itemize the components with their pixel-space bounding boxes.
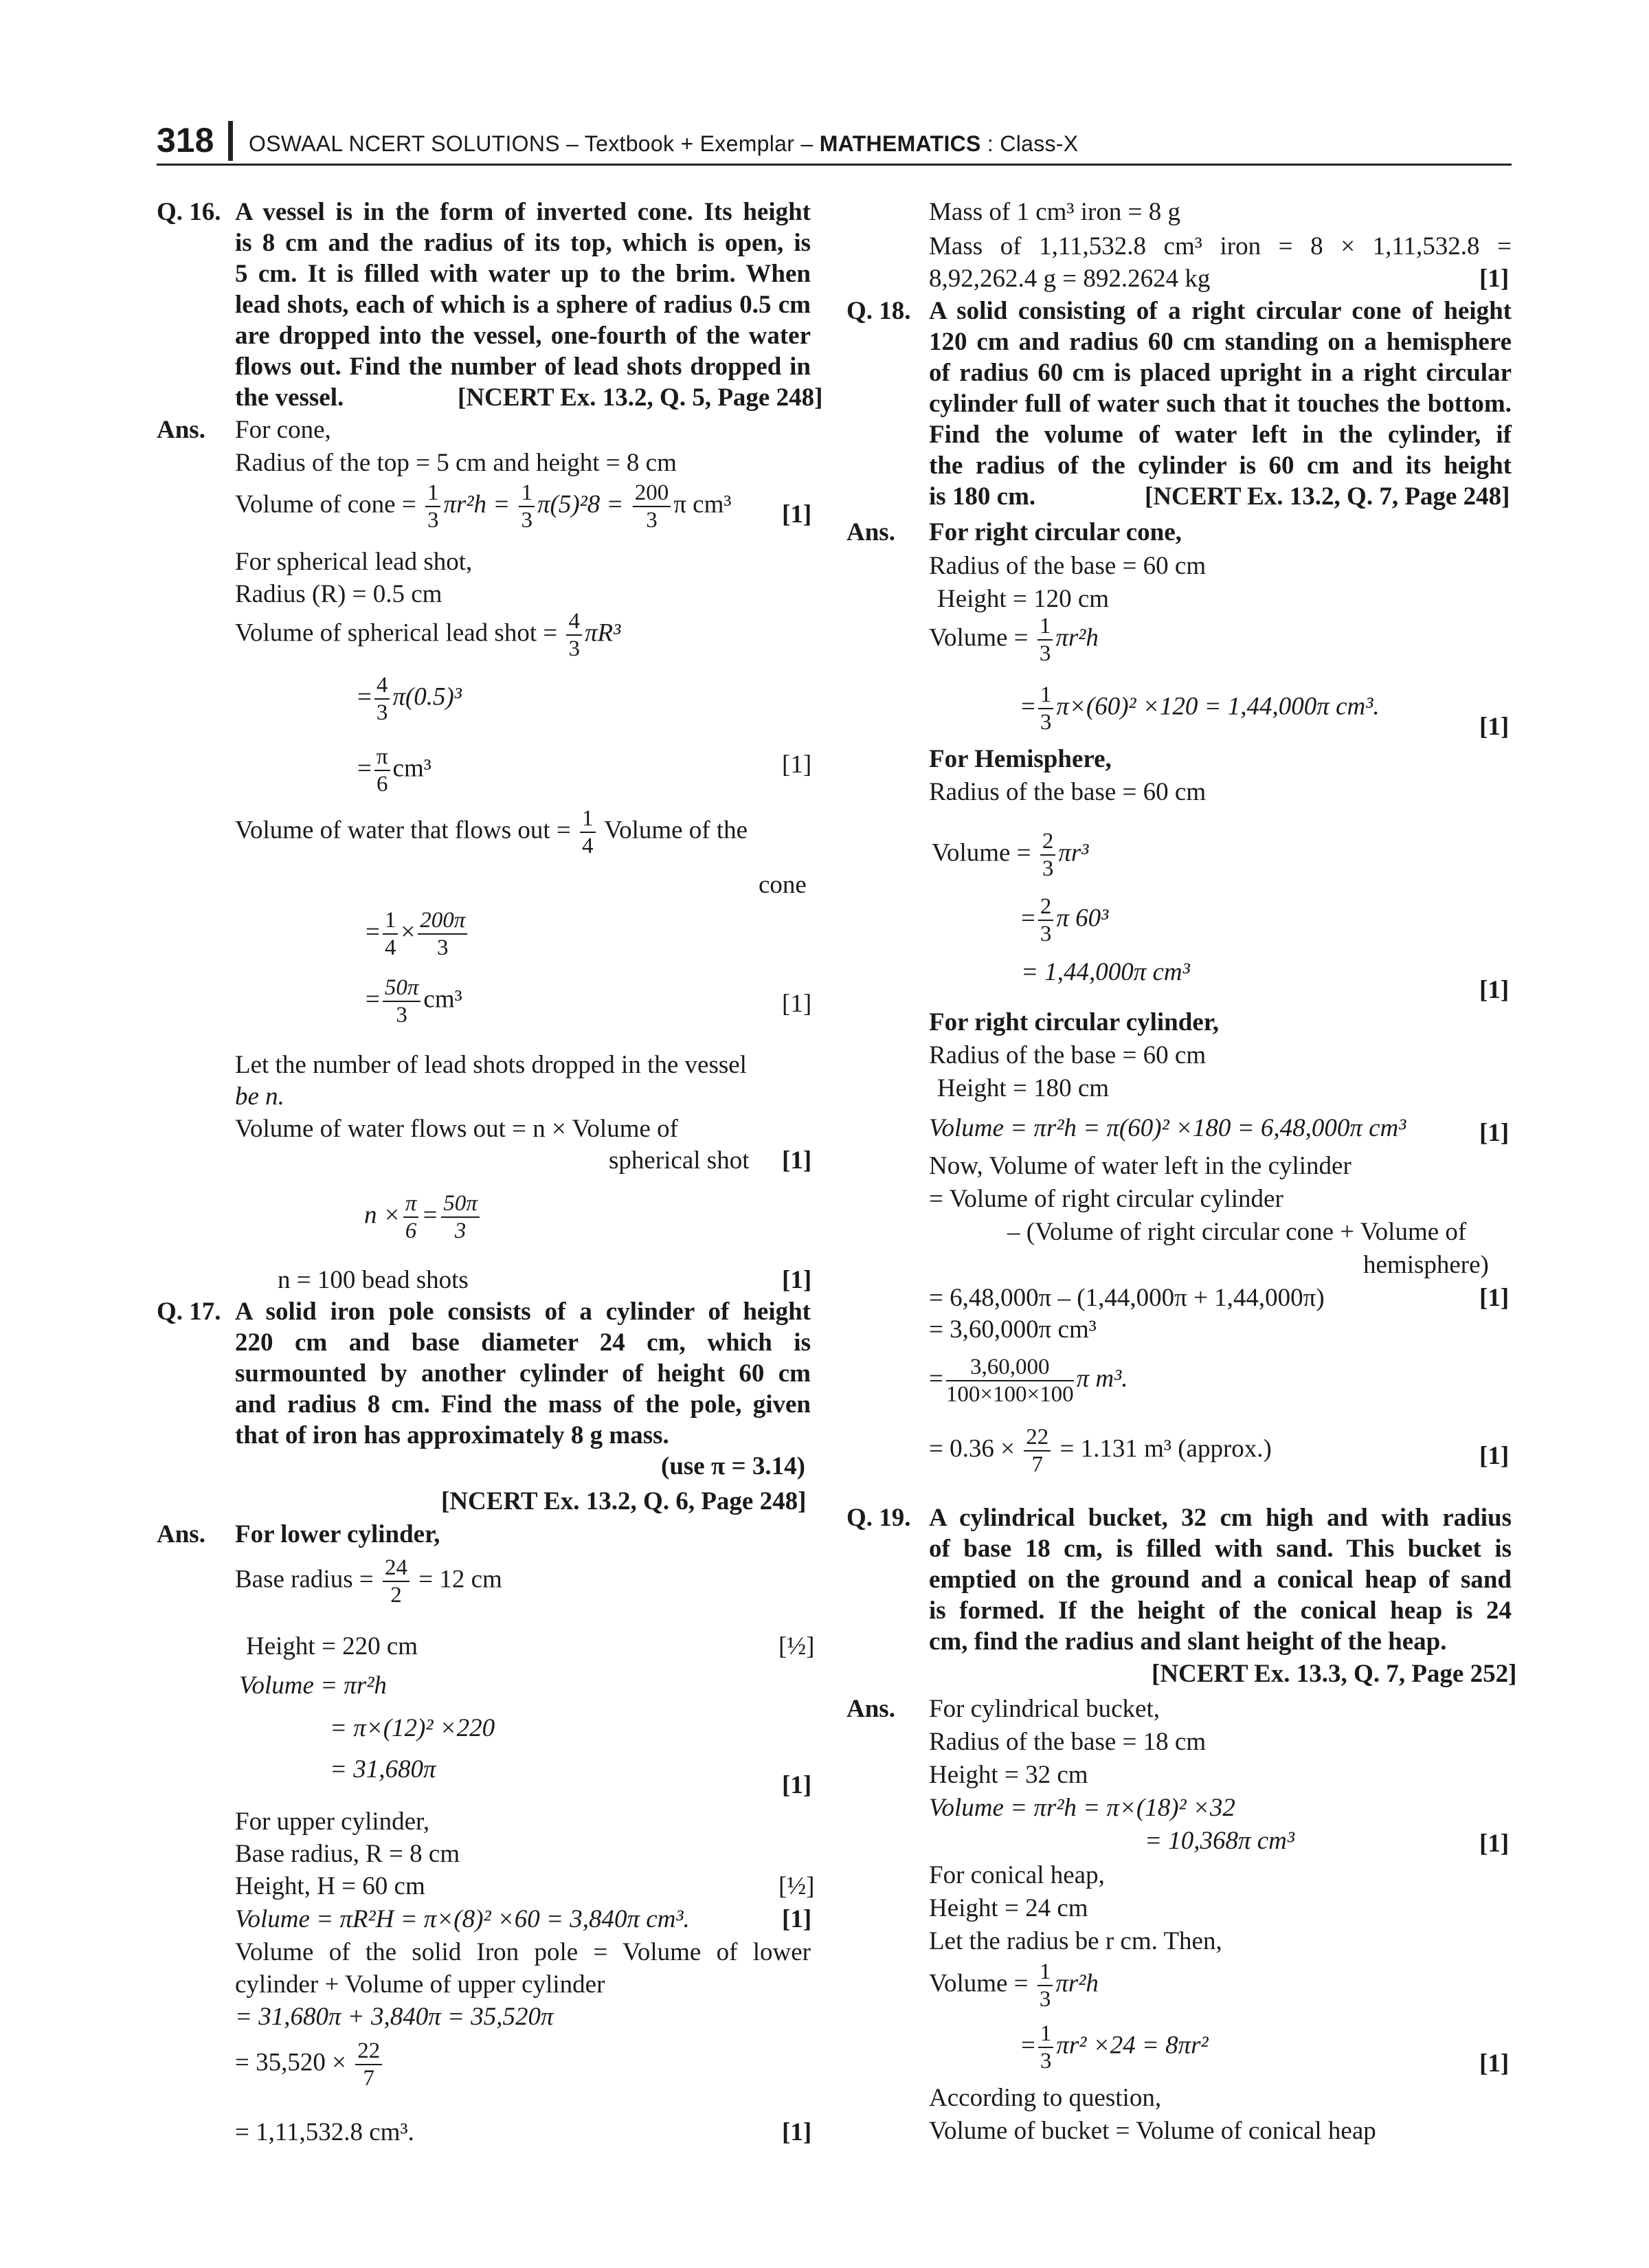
question-text: of radius 60 cm is placed upright in a right circular <box>929 359 1512 387</box>
formula-line: n × $\frac{\pi}{6}$ = $\frac{50\pi}{3}$ <box>364 1190 482 1244</box>
answer-line: Height = 220 cm <box>246 1632 418 1660</box>
answer-line: For Hemisphere, <box>929 745 1112 773</box>
formula-line <box>235 2038 385 2091</box>
fraction: $\frac{1}{3}$ <box>1038 682 1054 735</box>
fraction: $\frac{2}{3}$ <box>1040 828 1056 882</box>
question-text: Find the volume of water left in the cylinder, if <box>929 421 1512 449</box>
fraction: $\frac{1}{3}$ <box>1037 1959 1053 2012</box>
question-number: Q. 16. <box>157 198 221 226</box>
answer-line: = 6,48,000π – (1,44,000π + 1,44,000π) <box>929 1284 1325 1312</box>
formula-label: Volume of spherical lead shot = <box>235 619 558 647</box>
fraction: $\frac{24}{2}$ <box>383 1555 410 1608</box>
marks-badge: [1] <box>1479 1284 1510 1312</box>
question-text: A solid consisting of a right circular cone of height <box>929 297 1512 325</box>
marks-badge: [1] <box>1479 1442 1510 1470</box>
formula-line: = $\frac{1}{3}$ π×(60)² ×120 = 1,44,000π cm³. <box>1021 682 1380 735</box>
marks-badge: [1] <box>782 1146 812 1175</box>
answer-line: Height = 24 cm <box>929 1894 1088 1922</box>
answer-line: n = 100 bead shots <box>278 1266 469 1294</box>
marks-badge: [1] <box>782 1266 812 1294</box>
formula-line: = 31,680π <box>330 1755 436 1783</box>
header-class: : Class-X <box>987 131 1079 156</box>
header-subject: MATHEMATICS <box>819 131 981 156</box>
ncert-reference: [NCERT Ex. 13.2, Q. 7, Page 248] <box>1145 482 1510 511</box>
answer-label: Ans. <box>846 1695 895 1723</box>
fraction: $\frac{3,60,000}{100\times 100\times 100}$ <box>945 1355 1074 1407</box>
fraction: $\frac{1}{3}$ <box>519 480 535 533</box>
formula-line: Volume = πR²H = π×(8)² ×60 = 3,840π cm³. <box>235 1905 690 1933</box>
answer-line: Now, Volume of water left in the cylinder <box>929 1152 1351 1180</box>
question-text: the vessel. <box>235 383 344 412</box>
answer-line: = 1,11,532.8 cm³. <box>235 2118 414 2146</box>
formula-line <box>929 613 1099 667</box>
formula-line: = $\frac{2}{3}$ π 60³ <box>1021 894 1109 946</box>
formula-expr: cm³ <box>392 754 431 783</box>
formula-line <box>235 480 731 533</box>
fraction: $\frac{50\pi}{3}$ <box>441 1190 480 1244</box>
question-number: Q. 19. <box>846 1504 911 1532</box>
formula-line <box>929 1424 1272 1478</box>
answer-line: 8,92,262.4 g = 892.2624 kg <box>929 265 1211 293</box>
answer-line: be n. <box>235 1082 284 1111</box>
question-text: cylinder full of water such that it touches the bottom. <box>929 390 1512 418</box>
answer-line: spherical shot <box>609 1146 750 1175</box>
formula-line: = $\frac{50\pi}{3}$ cm³ <box>366 975 462 1027</box>
question-text: 5 cm. It is filled with water up to the brim. When <box>235 260 811 288</box>
formula-expr: cm³ <box>423 985 462 1014</box>
question-text: A vessel is in the form of inverted cone. Its height <box>235 198 811 226</box>
formula-line <box>235 1555 502 1608</box>
formula-expr: = 0.36 × <box>929 1434 1015 1463</box>
question-text: of base 18 cm, is filled with sand. This bucket is <box>929 1535 1512 1563</box>
marks-badge: [1] <box>1479 1830 1510 1858</box>
formula-line: = $\frac{1}{3}$ πr² ×24 = 8πr² <box>1021 2021 1209 2074</box>
answer-line: = 3,60,000π cm³ <box>929 1315 1097 1344</box>
answer-line: For cone, <box>235 416 331 444</box>
formula-label: Volume of cone = <box>235 490 416 519</box>
fraction: $\frac{1}{4}$ <box>383 907 399 961</box>
ncert-reference: [NCERT Ex. 13.2, Q. 5, Page 248] <box>458 383 823 412</box>
formula-label: Volume = <box>932 838 1031 867</box>
question-text: that of iron has approximately 8 g mass. <box>235 1421 669 1449</box>
fraction: $\frac{\pi}{6}$ <box>403 1190 419 1244</box>
answer-line: Mass of 1,11,532.8 cm³ iron = 8 × 1,11,532.8 = <box>929 232 1512 260</box>
marks-badge: [1] <box>782 1771 812 1799</box>
answer-label: Ans. <box>157 416 205 444</box>
formula-expr: π(0.5)³ <box>392 682 462 711</box>
formula-line: = 31,680π + 3,840π = 35,520π <box>235 2003 554 2031</box>
formula-label: Volume of water that flows out = <box>235 816 571 845</box>
formula-line: = 1,44,000π cm³ <box>1021 958 1190 986</box>
marks-badge: [½] <box>778 1872 815 1900</box>
marks-badge: [1] <box>782 2118 812 2146</box>
formula-tail: = 12 cm <box>418 1565 502 1594</box>
answer-line: Radius of the base = 18 cm <box>929 1728 1207 1756</box>
fraction: $\frac{\pi}{6}$ <box>374 744 390 797</box>
formula-label: Volume = <box>929 1969 1029 1998</box>
formula-label: Volume = <box>929 623 1029 652</box>
fraction: $\frac{4}{3}$ <box>566 608 582 662</box>
answer-line: According to question, <box>929 2084 1162 2112</box>
formula-expr: πr²h = <box>443 490 511 519</box>
answer-line: Height = 180 cm <box>937 1074 1110 1102</box>
page-header <box>157 122 1512 166</box>
formula-expr: πr³ <box>1058 838 1089 867</box>
formula-line <box>932 828 1088 882</box>
formula-expr: πr²h <box>1055 623 1099 652</box>
formula-line: = $\frac{3,60,000}{100\times 100\times 100}$ π m³. <box>929 1355 1128 1407</box>
marks-badge: [1] <box>782 1905 812 1933</box>
question-text: A solid iron pole consists of a cylinder of height <box>235 1298 811 1326</box>
question-text: is formed. If the height of the conical heap is 24 <box>929 1597 1512 1625</box>
formula-expr: πr²h <box>1055 1969 1099 1998</box>
answer-line: Base radius, R = 8 cm <box>235 1840 460 1868</box>
answer-label: Ans. <box>157 1520 205 1548</box>
answer-line: Volume of water flows out = n × Volume of <box>235 1115 678 1143</box>
fraction: $\frac{1}{3}$ <box>1037 613 1053 667</box>
answer-line: For conical heap, <box>929 1861 1105 1889</box>
answer-line: Let the number of lead shots dropped in the vessel <box>235 1051 747 1079</box>
answer-line: – (Volume of right circular cone + Volume of <box>1007 1218 1467 1246</box>
question-text: cm, find the radius and slant height of the heap. <box>929 1627 1447 1656</box>
answer-line: Let the radius be r cm. Then, <box>929 1927 1222 1955</box>
formula-expr: = 35,520 × <box>235 2048 346 2077</box>
question-text: are dropped into the vessel, one-fourth of the water <box>235 322 811 350</box>
fraction: $\frac{200\pi}{3}$ <box>418 907 467 961</box>
formula-line: = $\frac{\pi}{6}$ cm³ <box>357 744 431 797</box>
fraction: $\frac{2}{3}$ <box>1038 893 1054 947</box>
formula-label: Base radius = <box>235 1565 374 1594</box>
formula-line: Volume = πr²h = π×(18)² ×32 <box>929 1794 1235 1822</box>
ncert-reference: [NCERT Ex. 13.2, Q. 6, Page 248] <box>441 1487 807 1515</box>
answer-line: Height, H = 60 cm <box>235 1872 425 1900</box>
formula-tail: Volume of the <box>604 816 748 845</box>
marks-badge: [1] <box>782 500 812 529</box>
formula-line: = π×(12)² ×220 <box>330 1714 495 1742</box>
question-text: flows out. Find the number of lead shots dropped in <box>235 353 811 381</box>
answer-line: hemisphere) <box>1363 1251 1489 1279</box>
answer-line: Volume of bucket = Volume of conical heap <box>929 2117 1376 2145</box>
question-text: A cylindrical bucket, 32 cm high and with radius <box>929 1504 1512 1532</box>
answer-line: For cylindrical bucket, <box>929 1695 1160 1723</box>
marks-badge: [1] <box>1479 1119 1510 1147</box>
question-text: the radius of the cylinder is 60 cm and its height <box>929 452 1512 480</box>
answer-line: For right circular cone, <box>929 518 1182 546</box>
formula-expr: π 60³ <box>1056 904 1109 933</box>
answer-line: For right circular cylinder, <box>929 1008 1220 1036</box>
answer-line: Radius of the base = 60 cm <box>929 1041 1207 1069</box>
fraction: $\frac{1}{4}$ <box>580 805 596 859</box>
answer-line: For lower cylinder, <box>235 1520 440 1548</box>
fraction: $\frac{1}{3}$ <box>1038 2021 1054 2074</box>
fraction: $\frac{200}{3}$ <box>633 480 671 533</box>
formula-expr: π m³. <box>1076 1364 1128 1393</box>
answer-line: For spherical lead shot, <box>235 548 473 576</box>
answer-line: For upper cylinder, <box>235 1808 430 1836</box>
header-title <box>249 129 1078 158</box>
question-text: lead shots, each of which is a sphere of radius 0.5 cm <box>235 291 811 319</box>
question-text: surmounted by another cylinder of height 60 cm <box>235 1359 811 1388</box>
answer-line: cone <box>759 871 807 899</box>
answer-line: Volume of the solid Iron pole = Volume of lower <box>235 1938 811 1966</box>
question-text: 120 cm and radius 60 cm standing on a hemisphere <box>929 328 1512 356</box>
question-number: Q. 17. <box>157 1298 221 1326</box>
formula-expr: πr² ×24 = 8πr² <box>1056 2031 1209 2060</box>
formula-line <box>235 805 748 859</box>
formula-expr: πR³ <box>584 619 621 647</box>
marks-badge: [1] <box>1479 976 1510 1004</box>
fraction: $\frac{4}{3}$ <box>374 672 390 726</box>
answer-line: = Volume of right circular cylinder <box>929 1185 1283 1213</box>
answer-line: Radius of the base = 60 cm <box>929 552 1207 580</box>
question-number: Q. 18. <box>846 297 911 325</box>
marks-badge: [1] <box>1479 713 1510 741</box>
question-text: 220 cm and base diameter 24 cm, which is <box>235 1328 811 1357</box>
fraction: $\frac{22}{7}$ <box>355 2038 382 2091</box>
answer-line: Mass of 1 cm³ iron = 8 g <box>929 198 1180 226</box>
answer-line: Radius of the base = 60 cm <box>929 778 1207 806</box>
formula-expr: π cm³ <box>673 490 732 519</box>
formula-line <box>929 1959 1099 2012</box>
fraction: $\frac{22}{7}$ <box>1024 1424 1051 1478</box>
formula-line: Volume = πr²h = π(60)² ×180 = 6,48,000π cm³ <box>929 1114 1406 1142</box>
marks-badge: [½] <box>778 1632 815 1660</box>
answer-line: Radius of the top = 5 cm and height = 8 cm <box>235 449 677 477</box>
question-text: is 8 cm and the radius of its top, which is open, is <box>235 229 811 257</box>
header-divider <box>228 121 233 161</box>
formula-line <box>235 608 620 662</box>
formula-expr: π×(60)² ×120 = 1,44,000π cm³. <box>1056 692 1380 721</box>
ncert-reference: [NCERT Ex. 13.3, Q. 7, Page 252] <box>1152 1660 1517 1688</box>
answer-line: Height = 120 cm <box>937 585 1110 613</box>
header-series: OSWAAL NCERT SOLUTIONS – Textbook + Exemplar – <box>249 131 814 156</box>
question-text: and radius 8 cm. Find the mass of the pole, given <box>235 1390 811 1419</box>
marks-badge: [1] <box>1479 265 1510 293</box>
marks-badge: [1] <box>1479 2049 1510 2078</box>
answer-label: Ans. <box>846 518 895 546</box>
formula-line: Volume = πr²h <box>239 1671 387 1700</box>
fraction: $\frac{1}{3}$ <box>425 480 441 533</box>
formula-expr: π(5)²8 = <box>537 490 624 519</box>
formula-line: = $\frac{4}{3}$ π(0.5)³ <box>357 673 462 725</box>
formula-line: = $\frac{1}{4}$ × $\frac{200\pi}{3}$ <box>366 907 470 961</box>
question-note: (use π = 3.14) <box>661 1452 805 1480</box>
formula-expr: = 1.131 m³ (approx.) <box>1059 1434 1272 1463</box>
question-text: emptied on the ground and a conical heap of sand <box>929 1566 1512 1594</box>
answer-line: Radius (R) = 0.5 cm <box>235 580 442 608</box>
marks-badge: [1] <box>782 751 812 779</box>
question-text: is 180 cm. <box>929 482 1036 511</box>
answer-line: Height = 32 cm <box>929 1761 1088 1789</box>
page-number: 318 <box>157 121 214 159</box>
answer-line: cylinder + Volume of upper cylinder <box>235 1970 605 1999</box>
marks-badge: [1] <box>782 990 812 1018</box>
fraction: $\frac{50\pi}{3}$ <box>383 975 421 1028</box>
formula-line: = 10,368π cm³ <box>1145 1827 1294 1855</box>
